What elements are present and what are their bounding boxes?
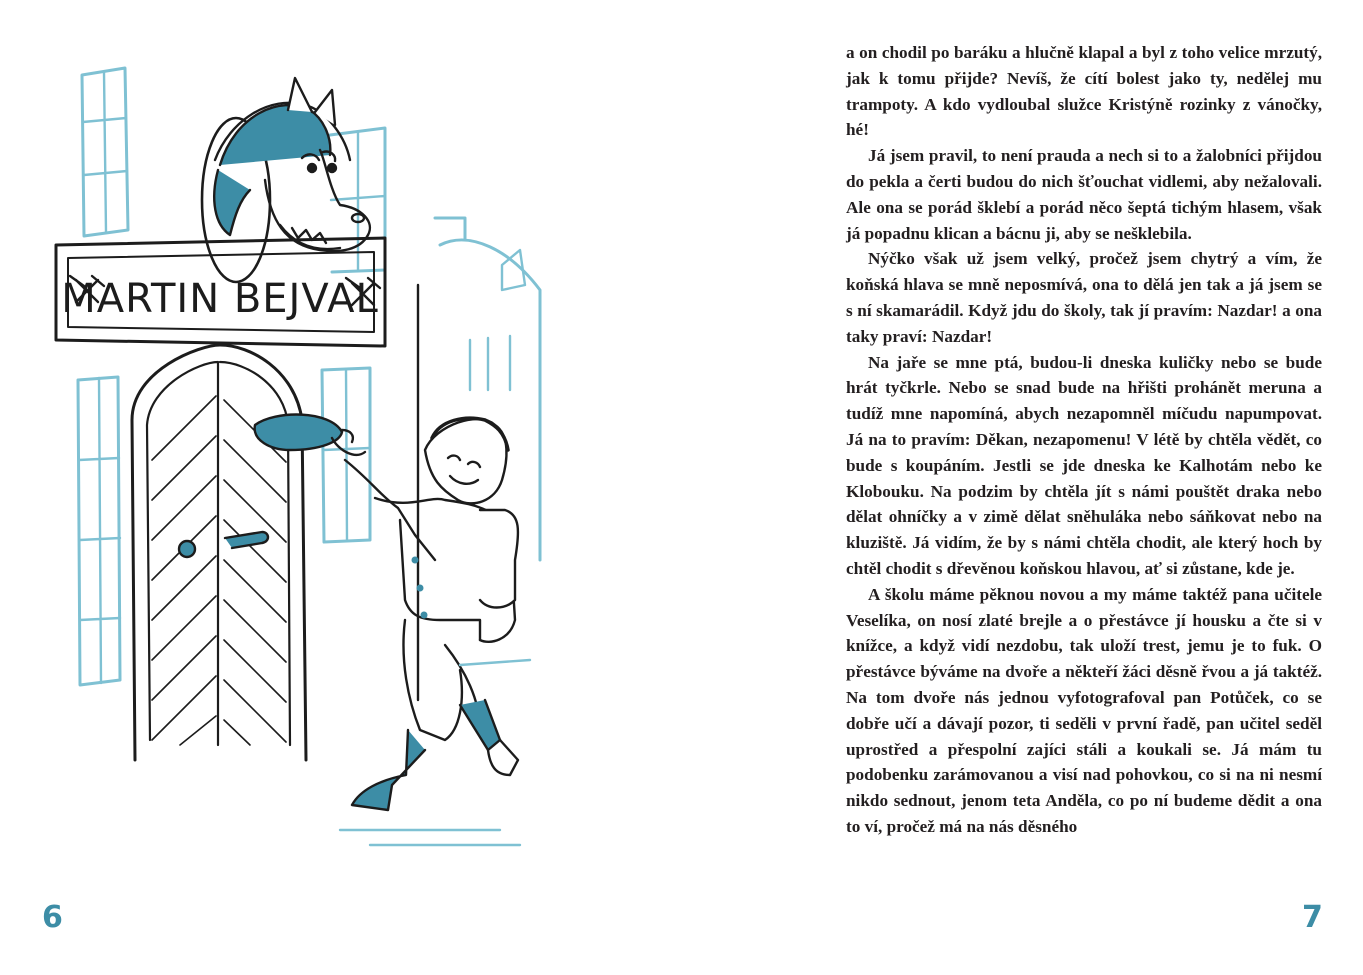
paragraph-2: Já jsem pravil, to není prauda a nech si to a žalobníci přijdou do pekla a čerti budou do nich šťouchat vidlemi, aby nežalovali. Ale ona se porád šklebí a porád něco šeptá tichým hlasem, však já popadnu klican a bácnu ji, aby se nešklebila. <box>846 146 1322 243</box>
left-page <box>0 0 681 975</box>
right-page <box>681 0 1363 975</box>
window-upper-left <box>82 68 128 236</box>
paragraph-5: A školu máme pěknou novou a my máme taktéž pana učitele Veselíka, on nosí zlaté brejle a o přestávce jí housku a čte si v knížce, a když vidí nezdobu, tak uloží trest, jemu je to fuk. O přestávce býváme na dvoře a někteří žáci děsně řvou a já taktéž. Na tom dvoře nás jednou vyfotografoval pan Potůček, co se dobře učí a dávají pozor, ti seděli v první řadě, pan učitel seděl uprostřed a přespolní zajíci stáli a koukali se. Já mám tu podobenku zarámovanou a visí nad pohovkou, co si na ni nesmí nikdo sednout, jenom teta Anděla, co po ní budeme dědit a ona to ví, pročež má na nás děsného <box>846 584 1322 836</box>
body-text <box>846 40 1322 840</box>
paragraph-1: a on chodil po baráku a hlučně klapal a byl z toho velice mrzutý, jak k tomu přijde? Nevíš, že cítí bolest jako ty, nedělej mu trampoty. A kdo vydloubal služce Kristýně rozinky z vánočky, hé! <box>846 43 1322 140</box>
boy-figure <box>255 415 518 810</box>
page-number-left: 6 <box>42 900 63 935</box>
horse-head <box>202 78 370 282</box>
door <box>132 345 306 760</box>
illustration-boy-horse-head <box>40 40 600 860</box>
window-lower-left <box>78 377 120 685</box>
page-number-right: 7 <box>1302 900 1323 935</box>
paragraph-3: Nýčko však už jsem velký, pročež jsem chytrý a vím, že koňská hlava se mně neposmívá, ona to dělá jen tak a já jsem se s ní skamarádil. Když jdu do školy, tak jí pravím: Nazdar! a ona taky praví: Nazdar! <box>846 249 1322 346</box>
paragraph-4: Na jaře se mne ptá, budou-li dneska kuličky nebo se bude hrát tyčkrle. Nebo se snad bude na hřišti prohánět meruna a tudíž mne napomíná, abych nezapomněl míčudu napumpovat. Já na to pravím: Děkan, nezapomenu! V létě by chtěla vědět, co bude s koupáním. Jestli se jde dneska ke Kalhotám nebo ke Klobouku. Na podzim by chtěla jít s námi pouštět draka nebo dělat ohníčky a v zimě dělat sněhuláka nebo sáňkovat nebo na kluziště. Já vidím, že by s námi chtěla chodit, ale který hoch by chtěl chodit s dřevěnou koňskou hlavou, ať si zůstane, kde je. <box>846 352 1322 578</box>
shop-sign-text: MARTIN BEJVAL <box>61 276 379 322</box>
